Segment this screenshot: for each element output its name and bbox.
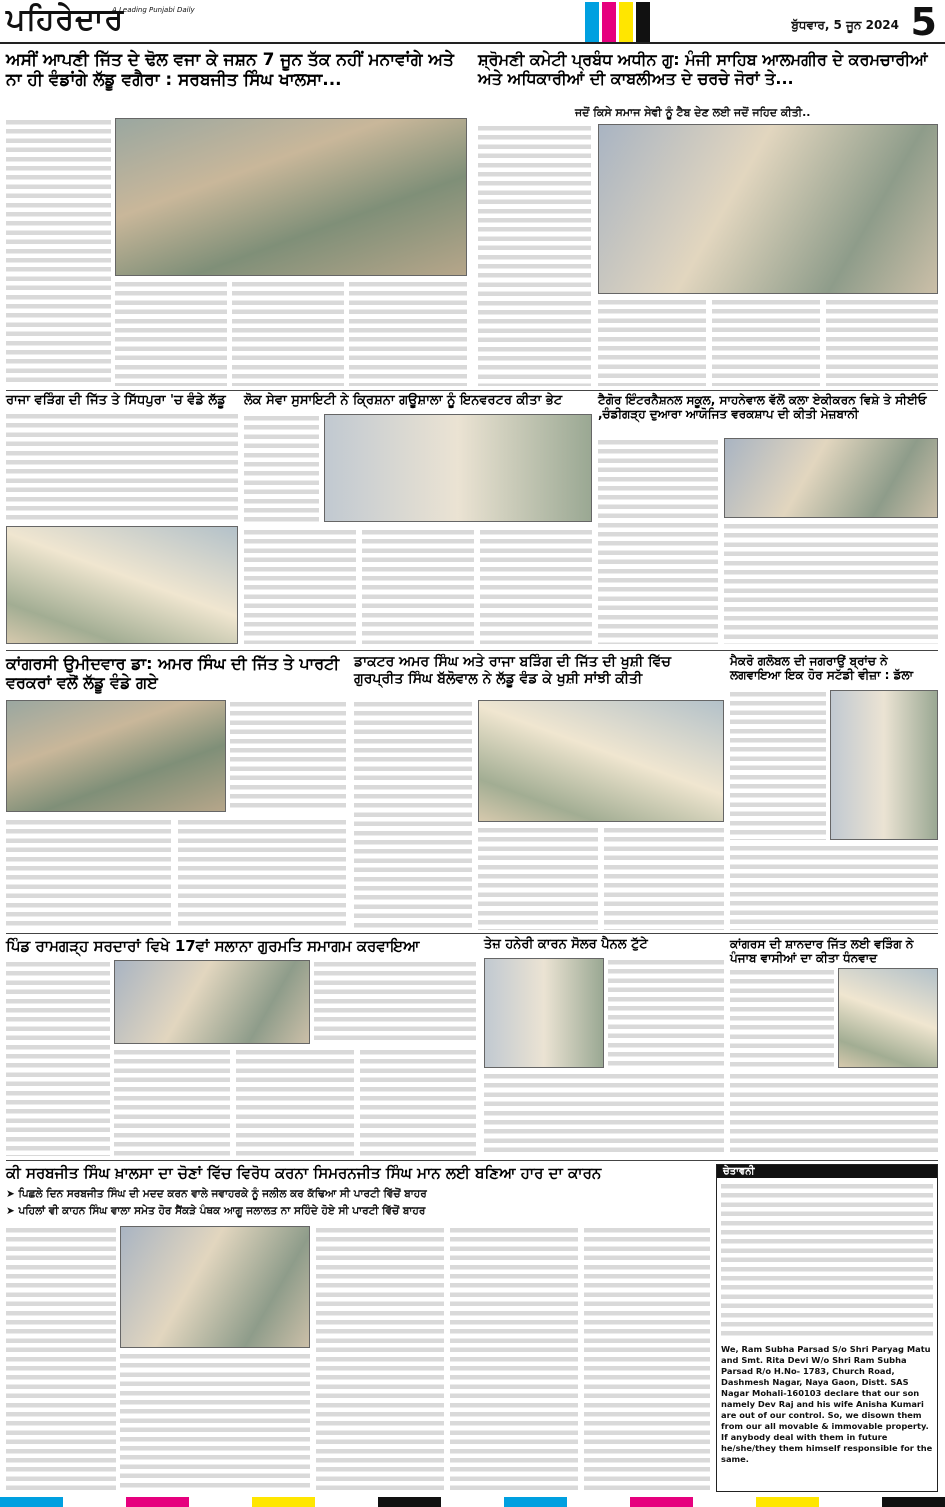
legal-notice-title: ਚੇਤਾਵਨੀ bbox=[717, 1165, 937, 1178]
divider bbox=[6, 933, 938, 934]
story-a8-body-col1 bbox=[730, 690, 826, 840]
story-a6-headline: ਕਾਂਗਰਸੀ ਉਮੀਦਵਾਰ ਡਾ: ਅਮਰ ਸਿੰਘ ਦੀ ਜਿੱਤ ਤੇ ਪਾਰਟੀ ਵਰਕਰਾਂ ਵਲੋਂ ਲੱਡੂ ਵੰਡੇ ਗਏ bbox=[6, 654, 340, 693]
newspaper-title: ਪਹਿਰੇਦਾਰ bbox=[6, 2, 125, 37]
story-a12-bullet-2 bbox=[6, 1205, 710, 1218]
story-a5-headline: ਟੈਗੋਰ ਇੰਟਰਨੈਸ਼ਨਲ ਸਕੂਲ, ਸਾਹਨੇਵਾਲ ਵੱਲੋਂ ਕਲਾ ਏਕੀਕਰਨ ਵਿਸ਼ੇ ਤੇ ਸੀਈਓ ,ਚੰਡੀਗੜ੍ਹ ਦੁਆਰਾ ਆਯੋਜਿਤ ਵਰਕਸ਼ਾਪ ਦੀ ਕੀਤੀ ਮੇਜ਼ਬਾਨੀ bbox=[598, 393, 927, 422]
story-a4-body-col2 bbox=[244, 528, 356, 644]
story-a6-body-col2 bbox=[6, 818, 171, 930]
story-a12-headline: ਕੀ ਸਰਬਜੀਤ ਸਿੰਘ ਖ਼ਾਲਸਾ ਦਾ ਚੋਣਾਂ ਵਿੱਚ ਵਿਰੋਧ ਕਰਨਾ ਸਿਮਰਨਜੀਤ ਸਿੰਘ ਮਾਨ ਲਈ ਬਣਿਆ ਹਾਰ ਦਾ ਕਾਰਨ bbox=[6, 1164, 602, 1182]
story-a11-photo bbox=[838, 968, 938, 1068]
legal-notice-english: We, Ram Subha Parsad S/o Shri Paryag Matu and Smt. Rita Devi W/o Shri Ram Subha Parsad R/o H.No- 1783, Church Road, Dashmesh Nagar, Naya Gaon, Distt. SAS Nagar Mohali-160103 declare that our son namely Dev Raj and his wife Anisha Kumari are out of our control. So, we disown them from our all movable & immovable property. If anybody deal with them in future he/she/they them himself responsible for the same. bbox=[721, 1344, 933, 1464]
story-a4-photo bbox=[324, 414, 592, 522]
story-a9-headline: ਪਿੰਡ ਰਾਮਗੜ੍ਹ ਸਰਦਾਰਾਂ ਵਿਖੇ 17ਵਾਂ ਸਲਾਨਾ ਗੁਰਮਤਿ ਸਮਾਗਮ ਕਰਵਾਇਆ bbox=[6, 937, 420, 955]
magenta-swatch bbox=[602, 2, 616, 42]
story-a10-body-col2 bbox=[484, 1072, 724, 1156]
story-a12-body-col5 bbox=[584, 1226, 710, 1490]
story-a12-photo bbox=[120, 1226, 310, 1348]
story-a6-body-col3 bbox=[178, 818, 346, 930]
story-a12-body-col4 bbox=[450, 1226, 578, 1490]
story-a5-photo bbox=[724, 438, 938, 518]
story-a9-body-col2 bbox=[314, 960, 476, 1044]
story-a12-body-col1 bbox=[6, 1226, 116, 1490]
divider bbox=[6, 650, 938, 651]
story-a8-photo bbox=[830, 690, 938, 840]
divider bbox=[6, 1160, 938, 1161]
legal-notice-box bbox=[716, 1164, 938, 1492]
story-a9-body-col1 bbox=[6, 960, 110, 1156]
newspaper-tagline: A Leading Punjabi Daily bbox=[112, 6, 195, 14]
story-a6-body-col1 bbox=[230, 700, 346, 812]
story-a4-body-col4 bbox=[480, 528, 592, 644]
story-a1-photo bbox=[115, 118, 467, 276]
story-a3-headline: ਰਾਜਾ ਵੜਿੰਗ ਦੀ ਜਿੱਤ ਤੇ ਸਿੱਧਪੁਰਾ 'ਚ ਵੰਡੇ ਲੱਡੂ bbox=[6, 393, 226, 408]
story-a10-photo bbox=[484, 958, 604, 1068]
story-a10-headline: ਤੇਜ਼ ਹਨੇਰੀ ਕਾਰਨ ਸੋਲਰ ਪੈਨਲ ਟੁੱਟੇ bbox=[484, 937, 648, 952]
story-a11-headline: ਕਾਂਗਰਸ ਦੀ ਸ਼ਾਨਦਾਰ ਜਿੱਤ ਲਈ ਵੜਿੰਗ ਨੇ ਪੰਜਾਬ ਵਾਸੀਆਂ ਦਾ ਕੀਤਾ ਧੰਨਵਾਦ bbox=[730, 937, 914, 966]
story-a4-headline: ਲੋਕ ਸੇਵਾ ਸੁਸਾਇਟੀ ਨੇ ਕ੍ਰਿਸ਼ਨਾ ਗਊਸ਼ਾਲਾ ਨੂੰ ਇਨਵਰਟਰ ਕੀਤਾ ਭੇਟ bbox=[244, 393, 563, 408]
black-swatch bbox=[636, 2, 650, 42]
issue-date: ਬੁੱਧਵਾਰ, 5 ਜੂਨ 2024 bbox=[791, 18, 899, 32]
arrow-icon: ➤ bbox=[6, 1205, 19, 1217]
story-a5-body-col2 bbox=[724, 522, 938, 644]
story-a9-body-col3 bbox=[114, 1048, 230, 1156]
page-number: 5 bbox=[910, 0, 937, 44]
story-a2-body-col2 bbox=[598, 298, 706, 386]
story-a12-bullet-2-text: ਪਹਿਲਾਂ ਵੀ ਕਾਹਨ ਸਿੰਘ ਵਾਲਾ ਸਮੇਤ ਹੋਰ ਸੈਂਕੜੇ ਪੰਥਕ ਆਗੂ ਜਲਾਲਤ ਨਾ ਸਹਿੰਦੇ ਹੋਏ ਸੀ ਪਾਰਟੀ ਵਿੱਚੋਂ ਬਾਹਰ bbox=[18, 1205, 426, 1217]
story-a11-body-col1 bbox=[730, 968, 834, 1068]
story-a3-body bbox=[6, 412, 238, 522]
story-a3-photo bbox=[6, 526, 238, 644]
footer-color-strip bbox=[0, 1497, 945, 1507]
story-a8-body-col2 bbox=[730, 844, 938, 930]
story-a1-headline: ਅਸੀਂ ਆਪਣੀ ਜਿੱਤ ਦੇ ਢੋਲ ਵਜਾ ਕੇ ਜਸ਼ਨ 7 ਜੂਨ ਤੱਕ ਨਹੀਂ ਮਨਾਵਾਂਗੇ ਅਤੇ ਨਾ ਹੀ ਵੰਡਾਂਗੇ ਲੱਡੂ ਵਗੈਰਾ : ਸਰਬਜੀਤ ਸਿੰਘ ਖਾਲਸਾ... bbox=[6, 50, 454, 91]
story-a2-body-col3 bbox=[712, 298, 820, 386]
story-a1-body-col1 bbox=[6, 118, 111, 386]
divider bbox=[6, 390, 938, 391]
story-a1-body-col4 bbox=[349, 280, 467, 386]
story-a4-body-col1 bbox=[244, 414, 319, 522]
story-a7-headline: ਡਾਕਟਰ ਅਮਰ ਸਿੰਘ ਅਤੇ ਰਾਜਾ ਬੜਿੰਗ ਦੀ ਜਿੱਤ ਦੀ ਖੁਸ਼ੀ ਵਿੱਚ ਗੁਰਪ੍ਰੀਤ ਸਿੰਘ ਬੱਲੋਵਾਲ ਨੇ ਲੱਡੂ ਵੰਡ ਕੇ ਖੁਸ਼ੀ ਸਾਂਝੀ ਕੀਤੀ bbox=[354, 654, 671, 687]
story-a12-body-col3 bbox=[316, 1226, 444, 1490]
story-a2-body-col4 bbox=[826, 298, 938, 386]
story-a8-headline: ਮੈਕਰੋ ਗਲੋਬਲ ਦੀ ਜਗਰਾਉਂ ਬ੍ਰਾਂਚ ਨੇ ਲਗਵਾਇਆ ਇਕ ਹੋਰ ਸਟੱਡੀ ਵੀਜ਼ਾ : ਡੱਲਾ bbox=[730, 654, 913, 683]
story-a5-body-col1 bbox=[598, 438, 718, 644]
story-a11-body-col2 bbox=[730, 1072, 938, 1156]
story-a2-body-col1 bbox=[478, 124, 591, 386]
yellow-swatch bbox=[619, 2, 633, 42]
story-a12-bullet-1 bbox=[6, 1188, 710, 1201]
story-a7-body-col3 bbox=[604, 826, 724, 930]
arrow-icon: ➤ bbox=[6, 1188, 19, 1200]
story-a2-headline: ਸ਼੍ਰੋਮਣੀ ਕਮੇਟੀ ਪ੍ਰਬੰਧ ਅਧੀਨ ਗੁ: ਮੰਜੀ ਸਾਹਿਬ ਆਲਮਗੀਰ ਦੇ ਕਰਮਚਾਰੀਆਂ ਅਤੇ ਅਧਿਕਾਰੀਆਂ ਦੀ ਕਾਬਲੀਅਤ ਦੇ ਚਰਚੇ ਜੋਰਾਂ ਤੇ... bbox=[478, 50, 928, 89]
story-a9-body-col4 bbox=[236, 1048, 354, 1156]
cyan-swatch bbox=[585, 2, 599, 42]
story-a2-photo bbox=[598, 124, 938, 294]
story-a6-photo bbox=[6, 700, 226, 812]
story-a7-body-col1 bbox=[354, 700, 472, 930]
story-a1-body-col3 bbox=[232, 280, 344, 386]
story-a4-body-col3 bbox=[362, 528, 474, 644]
story-a12-body-col2 bbox=[120, 1352, 310, 1490]
story-a2-subheadline: ਜਦੋਂ ਕਿਸੇ ਸਮਾਜ ਸੇਵੀ ਨੂੰ ਟੈਬ ਦੇਣ ਲਈ ਜਦੋਂ ਜਹਿਦ ਕੀਤੀ.. bbox=[575, 106, 811, 119]
story-a7-photo bbox=[478, 700, 724, 822]
story-a1-body-col2 bbox=[115, 280, 227, 386]
story-a7-body-col2 bbox=[478, 826, 598, 930]
story-a12-bullet-1-text: ਪਿਛਲੇ ਦਿਨ ਸਰਬਜੀਤ ਸਿੰਘ ਦੀ ਮਦਦ ਕਰਨ ਵਾਲੇ ਜਵਾਹਰਕੇ ਨੂੰ ਜਲੀਲ ਕਰ ਕੱਢਿਆ ਸੀ ਪਾਰਟੀ ਵਿੱਚੋਂ ਬਾਹਰ bbox=[18, 1188, 427, 1200]
color-registration-bar bbox=[585, 2, 650, 42]
story-a10-body-col1 bbox=[608, 958, 724, 1068]
legal-notice-punjabi-body bbox=[721, 1182, 933, 1340]
story-a9-photo bbox=[114, 960, 310, 1044]
story-a9-body-col5 bbox=[360, 1048, 476, 1156]
